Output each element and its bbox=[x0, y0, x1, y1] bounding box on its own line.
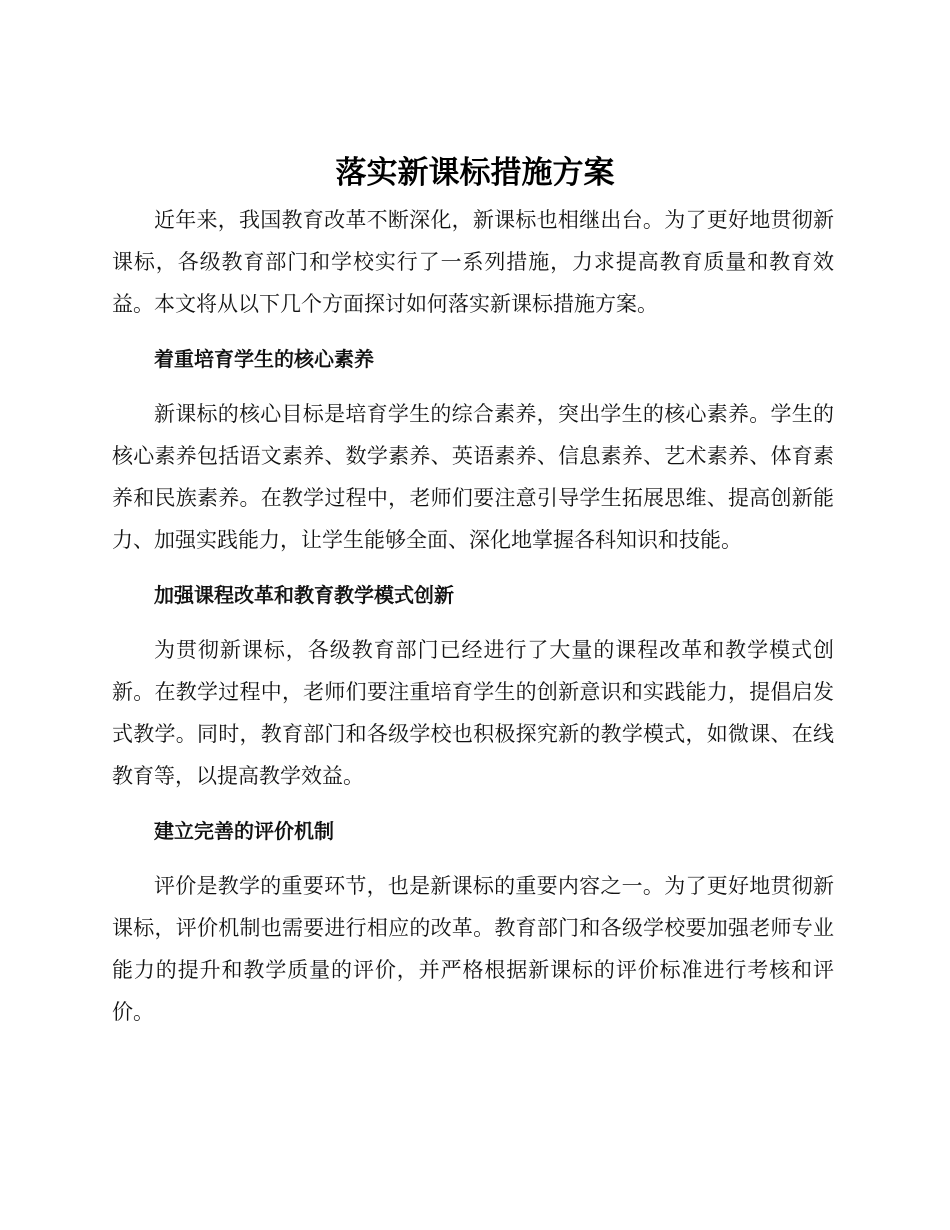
section-heading-curriculum-reform: 加强课程改革和教育教学模式创新 bbox=[154, 583, 454, 607]
intro-paragraph: 近年来，我国教育改革不断深化，新课标也相继出台。为了更好地贯彻新课标，各级教育部门和学校实行了一系列措施，力求提高教育质量和教育效益。本文将从以下几个方面探讨如何落实新课标措施方案。 bbox=[112, 208, 834, 316]
document-title: 落实新课标措施方案 bbox=[335, 155, 615, 191]
section-body-curriculum-reform: 为贯彻新课标，各级教育部门已经进行了大量的课程改革和教学模式创新。在教学过程中，老师们要注重培育学生的创新意识和实践能力，提倡启发式教学。同时，教育部门和各级学校也积极探究新的教学模式，如微课、在线教育等，以提高教学效益。 bbox=[112, 638, 834, 788]
section-heading-core-literacy: 着重培育学生的核心素养 bbox=[154, 347, 374, 371]
section-body-core-literacy: 新课标的核心目标是培育学生的综合素养，突出学生的核心素养。学生的核心素养包括语文素养、数学素养、英语素养、信息素养、艺术素养、体育素养和民族素养。在教学过程中，老师们要注意引导学生拓展思维、提高创新能力、加强实践能力，让学生能够全面、深化地掌握各科知识和技能。 bbox=[112, 402, 834, 552]
section-body-evaluation-mechanism: 评价是教学的重要环节，也是新课标的重要内容之一。为了更好地贯彻新课标，评价机制也需要进行相应的改革。教育部门和各级学校要加强老师专业能力的提升和教学质量的评价，并严格根据新课标的评价标准进行考核和评价。 bbox=[112, 874, 834, 1024]
section-heading-evaluation-mechanism: 建立完善的评价机制 bbox=[154, 819, 334, 843]
